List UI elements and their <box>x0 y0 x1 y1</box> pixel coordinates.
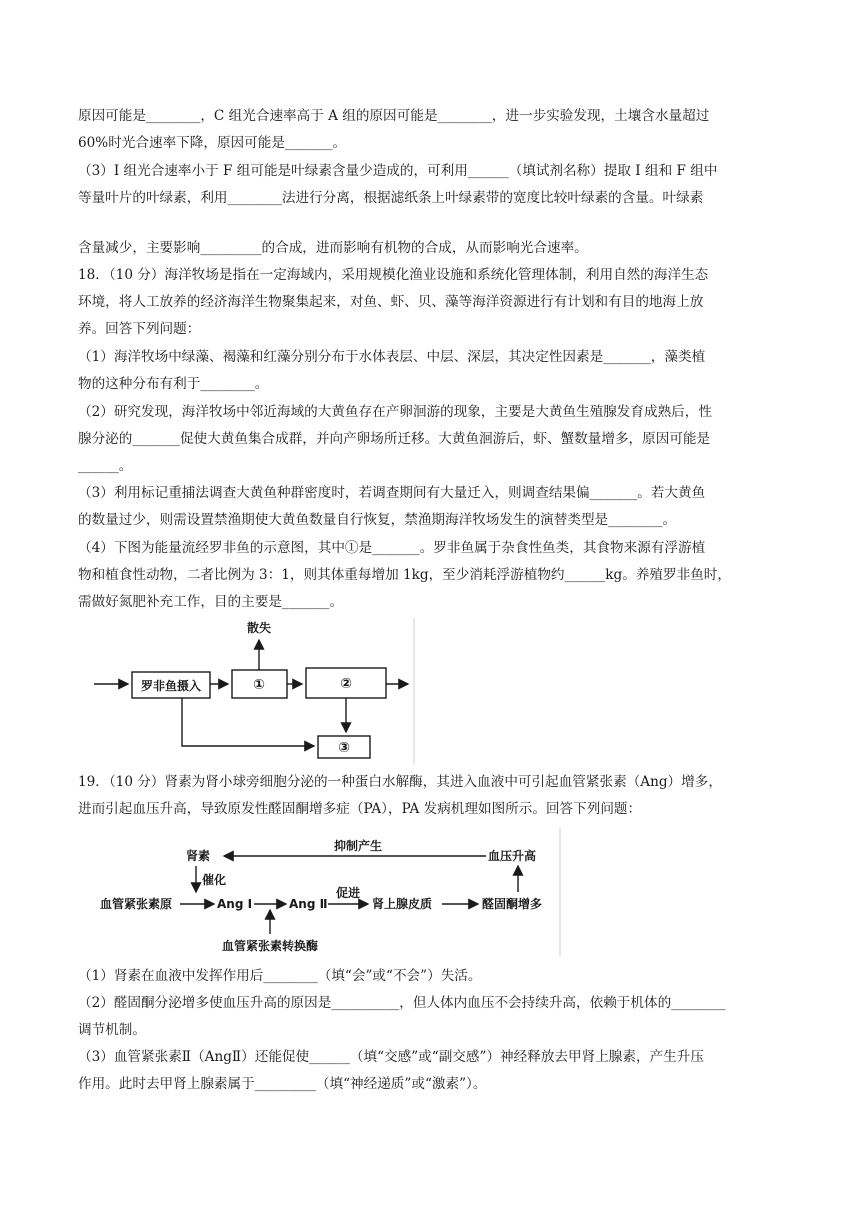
ace-label: 血管紧张素转换酶 <box>221 939 319 953</box>
box-3-label: ③ <box>338 740 350 756</box>
angiotensinogen-label: 血管紧张素原 <box>100 897 173 911</box>
loss-label: 散失 <box>246 621 272 635</box>
text-line: 作用。此时去甲肾上腺素属于_________（填“神经递质”或“激素”）。 <box>78 1076 487 1092</box>
question-19-header: 19．（10 分）肾素为肾小球旁细胞分泌的一种蛋白水解酶，其进入血液中可引起血管紧张素（Ang）增多， <box>78 774 722 790</box>
bp-rise-label: 血压升高 <box>488 849 537 863</box>
text-line: 物和植食性动物，二者比例为 3：1，则其体重每增加 1kg，至少消耗浮游植物约______kg。养殖罗非鱼时， <box>78 567 731 583</box>
ang1-label: Ang Ⅰ <box>217 897 253 911</box>
promote-label: 促进 <box>335 886 361 900</box>
text-line: 等量叶片的叶绿素，利用________法进行分离，根据滤纸条上叶绿素带的宽度比较叶绿素的含量。叶绿素 <box>78 190 704 206</box>
text-line: （3）利用标记重捕法调查大黄鱼种群密度时，若调查期间有大量迁入，则调查结果偏_______。若大黄鱼 <box>78 485 706 501</box>
pa-mechanism-diagram <box>96 826 566 958</box>
text-line: （1）海洋牧场中绿藻、褐藻和红藻分别分布于水体表层、中层、深层，其决定性因素是_______，藻类植 <box>78 349 706 365</box>
text-line: 物的这种分布有利于________。 <box>78 376 269 392</box>
text-line: （3）血管紧张素Ⅱ（AngⅡ）还能促使______（填“交感”或“副交感”）神经释放去甲肾上腺素，产生升压 <box>78 1049 704 1065</box>
intake-label: 罗非鱼摄入 <box>140 679 202 693</box>
text-line: 养。回答下列问题： <box>78 321 201 337</box>
text-line: （1）肾素在血液中发挥作用后________（填“会”或“不会”）失活。 <box>78 968 482 984</box>
text-line: （2）醛固酮分泌增多使血压升高的原因是__________，但人体内血压不会持续升高，依赖于机体的________ <box>78 995 726 1011</box>
energy-flow-diagram <box>90 616 420 766</box>
question-18-header: 18．（10 分）海洋牧场是指在一定海域内，采用规模化渔业设施和系统化管理体制，利用自然的海洋生态 <box>78 267 709 283</box>
renin-label: 肾素 <box>186 849 211 863</box>
text-line: （3）I 组光合速率小于 F 组可能是叶绿素含量少造成的，可利用______（填试剂名称）提取 I 组和 F 组中 <box>78 163 718 179</box>
catalyze-label: 催化 <box>202 873 227 887</box>
text-line: 60%时光合速率下降，原因可能是_______。 <box>78 135 347 151</box>
text-line: （4）下图为能量流经罗非鱼的示意图，其中①是_______。罗非鱼属于杂食性鱼类，其食物来源有浮游植 <box>78 540 706 556</box>
text-line: 进而引起血压升高，导致原发性醛固酮增多症（PA），PA 发病机理如图所示。回答下列问题： <box>78 801 642 817</box>
aldosterone-label: 醛固酮增多 <box>482 897 543 911</box>
text-line: 环境，将人工放养的经济海洋生物聚集起来，对鱼、虾、贝、藻等海洋资源进行有计划和有目的地海上放 <box>78 294 704 310</box>
text-line: 原因可能是________，C 组光合速率高于 A 组的原因可能是________，进一步实验发现，土壤含水量超过 <box>78 108 710 124</box>
text-line: 含量减少，主要影响_________的合成，进而影响有机物的合成，从而影响光合速率。 <box>78 240 588 256</box>
text-line: 的数量过少，则需设置禁渔期使大黄鱼数量自行恢复，禁渔期海洋牧场发生的演替类型是________。 <box>78 512 677 528</box>
box-1-label: ① <box>253 677 265 693</box>
text-line: 腺分泌的_______促使大黄鱼集合成群，并向产卵场所迁移。大黄鱼洄游后，虾、蟹数量增多，原因可能是 <box>78 431 711 447</box>
text-line: 调节机制。 <box>78 1022 146 1038</box>
box-2-label: ② <box>340 676 352 692</box>
ang2-label: Ang Ⅱ <box>289 897 328 911</box>
adrenal-cortex-label: 肾上腺皮质 <box>372 897 433 911</box>
text-line: （2）研究发现，海洋牧场中邻近海域的大黄鱼存在产卵洄游的现象，主要是大黄鱼生殖腺发育成熟后，性 <box>78 404 712 420</box>
inhibit-label: 抑制产生 <box>333 839 383 853</box>
text-line: ______。 <box>78 458 133 474</box>
text-line: 需做好氮肥补充工作，目的主要是_______。 <box>78 594 344 610</box>
